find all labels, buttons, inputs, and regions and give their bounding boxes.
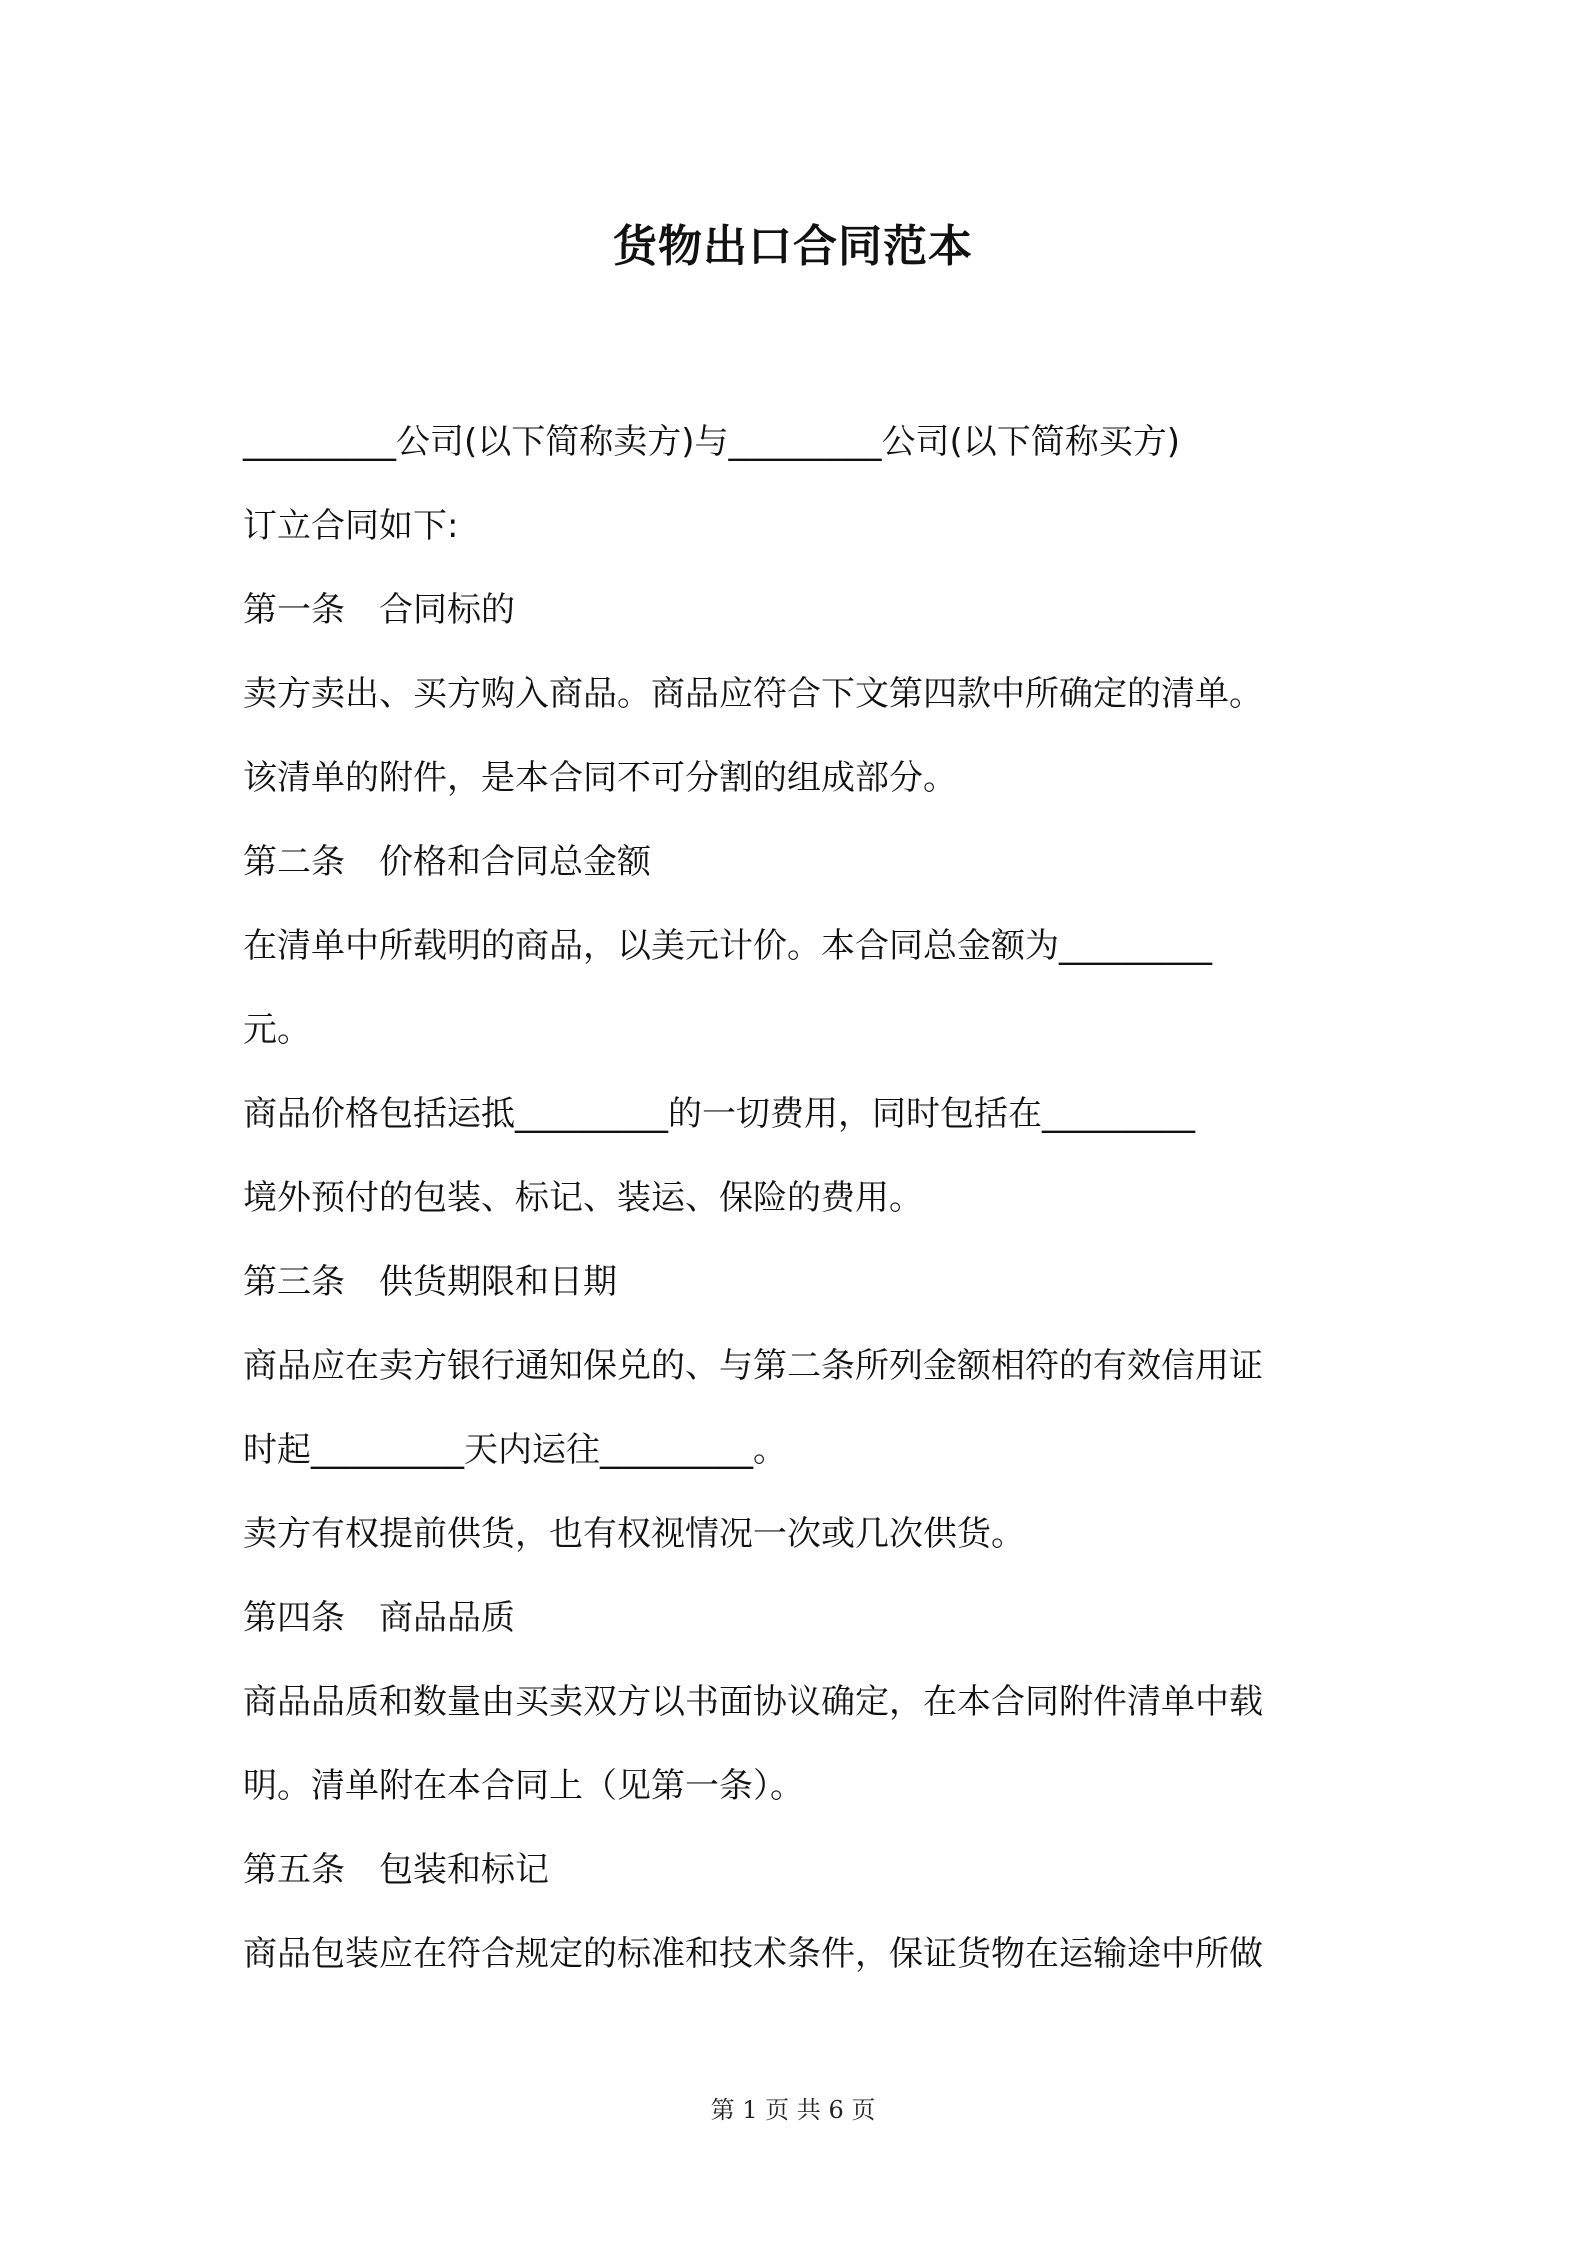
- contract-body: [243, 400, 1363, 1996]
- page-footer: 第 1 页 共 6 页: [710, 2096, 876, 2124]
- article-2-heading: 第二条 价格和合同总金额: [243, 842, 651, 882]
- article-5-heading: 第五条 包装和标记: [243, 1850, 549, 1890]
- page-title: 货物出口合同范本: [613, 221, 973, 272]
- article-4-text-line-2: 明。清单附在本合同上（见第一条）。: [243, 1766, 804, 1806]
- article-3-heading: 第三条 供货期限和日期: [243, 1262, 617, 1302]
- article-4-text-line-1: 商品品质和数量由买卖双方以书面协议确定，在本合同附件清单中载: [243, 1682, 1263, 1722]
- article-3-text-line-2: 时起_________天内运往_________。: [243, 1430, 787, 1470]
- article-1-heading: 第一条 合同标的: [243, 590, 515, 630]
- article-4-heading: 第四条 商品品质: [243, 1598, 515, 1638]
- article-2-text-line-2: 元。: [243, 1010, 311, 1050]
- article-3-text-line-3: 卖方有权提前供货，也有权视情况一次或几次供货。: [243, 1514, 1025, 1554]
- article-5-text-line-1: 商品包装应在符合规定的标准和技术条件，保证货物在运输途中所做: [243, 1934, 1263, 1974]
- article-1-text-line-2: 该清单的附件，是本合同不可分割的组成部分。: [243, 758, 957, 798]
- article-2-text-line-1: 在清单中所载明的商品，以美元计价。本合同总金额为_________: [243, 926, 1212, 966]
- paragraph-parties: _________公司(以下简称卖方)与_________公司(以下简称买方): [243, 422, 1181, 462]
- article-2-text-line-4: 境外预付的包装、标记、装运、保险的费用。: [243, 1178, 923, 1218]
- paragraph-agreement: 订立合同如下:: [243, 506, 459, 546]
- article-3-text-line-1: 商品应在卖方银行通知保兑的、与第二条所列金额相符的有效信用证: [243, 1346, 1263, 1386]
- article-2-text-line-3: 商品价格包括运抵_________的一切费用，同时包括在_________: [243, 1094, 1195, 1134]
- article-1-text-line-1: 卖方卖出、买方购入商品。商品应符合下文第四款中所确定的清单。: [243, 674, 1263, 714]
